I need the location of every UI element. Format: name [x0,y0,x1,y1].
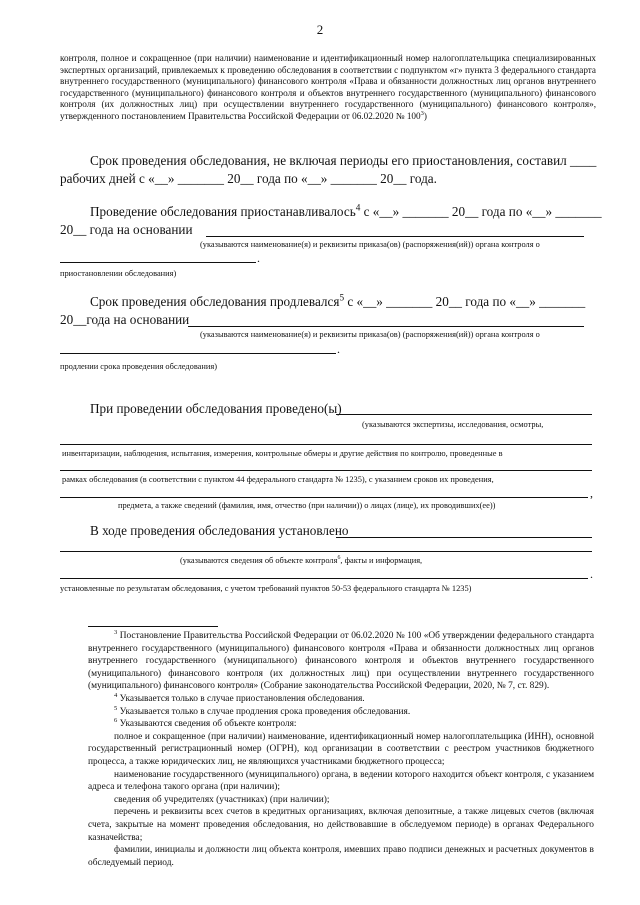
established-hint-1b: , факты и информация, [340,556,423,565]
conducted-hint-4: предмета, а также сведений (фамилия, имя, отчество (при наличии)) о лицах (лице), их проводивших(ее)) [118,501,496,510]
footnote-3-mark: 3 [114,628,118,636]
established-hint-1a: (указываются сведения об объекте контроля [180,556,338,565]
period-line-2: рабочих дней с «__» _______ 20__ года по «__» _______ 20__ года. [60,171,437,186]
intro-text: контроля, полное и сокращенное (при наличии) наименование и идентификационный номер налогоплательщика специализированных экспертных организаций, привлекаемых к проведению обследования в соответствии с подпунктом «г» пункта 3 федерального стандарта внутреннего государственного (муниципального) финансового контроля «Права и обязанности должностных лиц органов внутреннего государственного (муниципального) финансового контроля и объектов внутреннего государственного (муниципального) финансового контроля (их должностных лиц) при осуществлении внутреннего государственного (муниципального) финансового контроля», утвержденного постановлением Правительства Российской Федерации от 06.02.2020 № 100 [60,53,596,121]
footnote-separator [88,626,218,627]
footnote-6-text: Указываются сведения об объекте контроля: [117,719,297,730]
footnote-4-text: Указывается только в случае приостановления обследования. [117,693,365,704]
extension-basis-field[interactable] [188,326,584,327]
conducted-field-3[interactable] [60,470,592,471]
extension-hint-2: продлении срока проведения обследования) [60,362,217,371]
suspension-line-2: 20__ года на основании [60,222,193,237]
established-field-3[interactable] [60,578,588,579]
established-hint-2: установленные по результатам обследования, с учетом требований пунктов 50-53 федерального стандарта № 1235) [60,584,472,593]
footnote-6-item: наименование государственного (муниципального) органа, в ведении которого находится объект контроля, с указанием адреса и телефона такого органа (при наличии); [88,769,594,793]
intro-paragraph [60,53,596,122]
suspension-line-1 [90,204,602,220]
footnote-5 [88,706,594,719]
footnote-4-mark: 4 [114,691,118,699]
suspension-dates: с «__» _______ 20__ года по «__» _______ [360,204,602,219]
footnote-ref-4: 4 [355,202,361,213]
conducted-field-2[interactable] [60,444,592,445]
footnote-6 [88,718,594,731]
suspension-text: Проведение обследования приостанавливалось [90,204,356,219]
footnote-6-item: полное и сокращенное (при наличии) наименование, идентификационный номер налогоплательщика (ИНН), основной государственный регистрационный номер (ОГРН), код организации в соответствии с реестром участников бюджетного процесса, а также юридических лиц, не являющихся участниками бюджетного процесса; [88,731,594,767]
suspension-hint-1: (указываются наименование(я) и реквизиты приказа(ов) (распоряжения(ий)) органа контроля о [200,240,540,249]
period-line-1: Срок проведения обследования, не включая периоды его приостановления, составил ____ [90,153,597,168]
extension-hint-1: (указываются наименование(я) и реквизиты приказа(ов) (распоряжения(ий)) органа контроля о [200,330,540,339]
extension-line-1 [90,294,585,310]
conducted-field[interactable] [336,414,592,415]
footnote-6-item: сведения об учредителях (участниках) (при наличии); [114,794,330,805]
established-line-1: В ходе проведения обследования установлено [90,523,349,538]
footnote-6-item: перечень и реквизиты всех счетов в кредитных организациях, включая депозитные, а также лицевых счетов (включая счета, закрытые на момент проведения обследования, но действовавшие в обследуемом периоде) в органах Федерального казначейства; [88,807,594,843]
conducted-line-1: При проведении обследования проведено(ы) [90,401,342,416]
conducted-hint-3: рамках обследования (в соответствии с пунктом 44 федерального стандарта № 1235), с указанием сроков их проведения, [62,475,494,484]
intro-end: ) [423,110,427,121]
suspension-basis-field-2[interactable] [60,262,256,263]
conducted-hint-1: (указываются экспертизы, исследования, осмотры, [362,420,544,429]
footnote-3 [88,630,594,693]
conducted-comma: , [590,486,593,500]
established-hint-1 [180,556,422,566]
footnotes [88,630,594,869]
footnote-ref-5: 5 [339,292,345,303]
extension-dot: . [337,342,340,356]
footnote-5-text: Указывается только в случае продления срока проведения обследования. [117,706,411,717]
established-field-2[interactable] [60,551,592,552]
extension-basis-field-2[interactable] [60,353,336,354]
page-number: 2 [316,22,324,37]
suspension-hint-2: приостановлении обследования) [60,269,177,278]
footnote-ref-3: 3 [420,109,424,117]
footnote-4 [88,693,594,706]
footnote-6-item: фамилии, инициалы и должности лиц объекта контроля, имевших право подписи денежных и расчетных документов в обследуемый период. [88,845,594,868]
established-field[interactable] [336,537,592,538]
extension-text: Срок проведения обследования продлевался [90,294,340,309]
footnote-5-mark: 5 [114,704,118,712]
footnote-6-mark: 6 [114,717,118,725]
footnote-ref-6: 6 [337,555,341,562]
suspension-dot: . [257,251,260,265]
suspension-basis-field[interactable] [206,236,584,237]
extension-dates: с «__» _______ 20__ года по «__» _______ [344,294,586,309]
extension-line-2: 20__года на основании [60,312,190,327]
established-dot: . [590,567,593,581]
conducted-field-4[interactable] [60,497,588,498]
conducted-hint-2: инвентаризации, наблюдения, испытания, измерения, контрольные обмеры и другие действия по контролю, проведенные в [62,449,503,458]
footnote-3-text: Постановление Правительства Российской Федерации от 06.02.2020 № 100 «Об утверждении федерального стандарта внутреннего государственного (муниципального) финансового контроля «Права и обязанности должностных лиц органов внутреннего государственного (муниципального) финансового контроля и объектов внутреннего государственного (муниципального) финансового контроля (их должностных лиц) при осуществлении внутреннего государственного (муниципального) финансового контроля» (Собрание законодательства Российской Федерации, 2020, № 7, ст. 829). [88,631,594,692]
